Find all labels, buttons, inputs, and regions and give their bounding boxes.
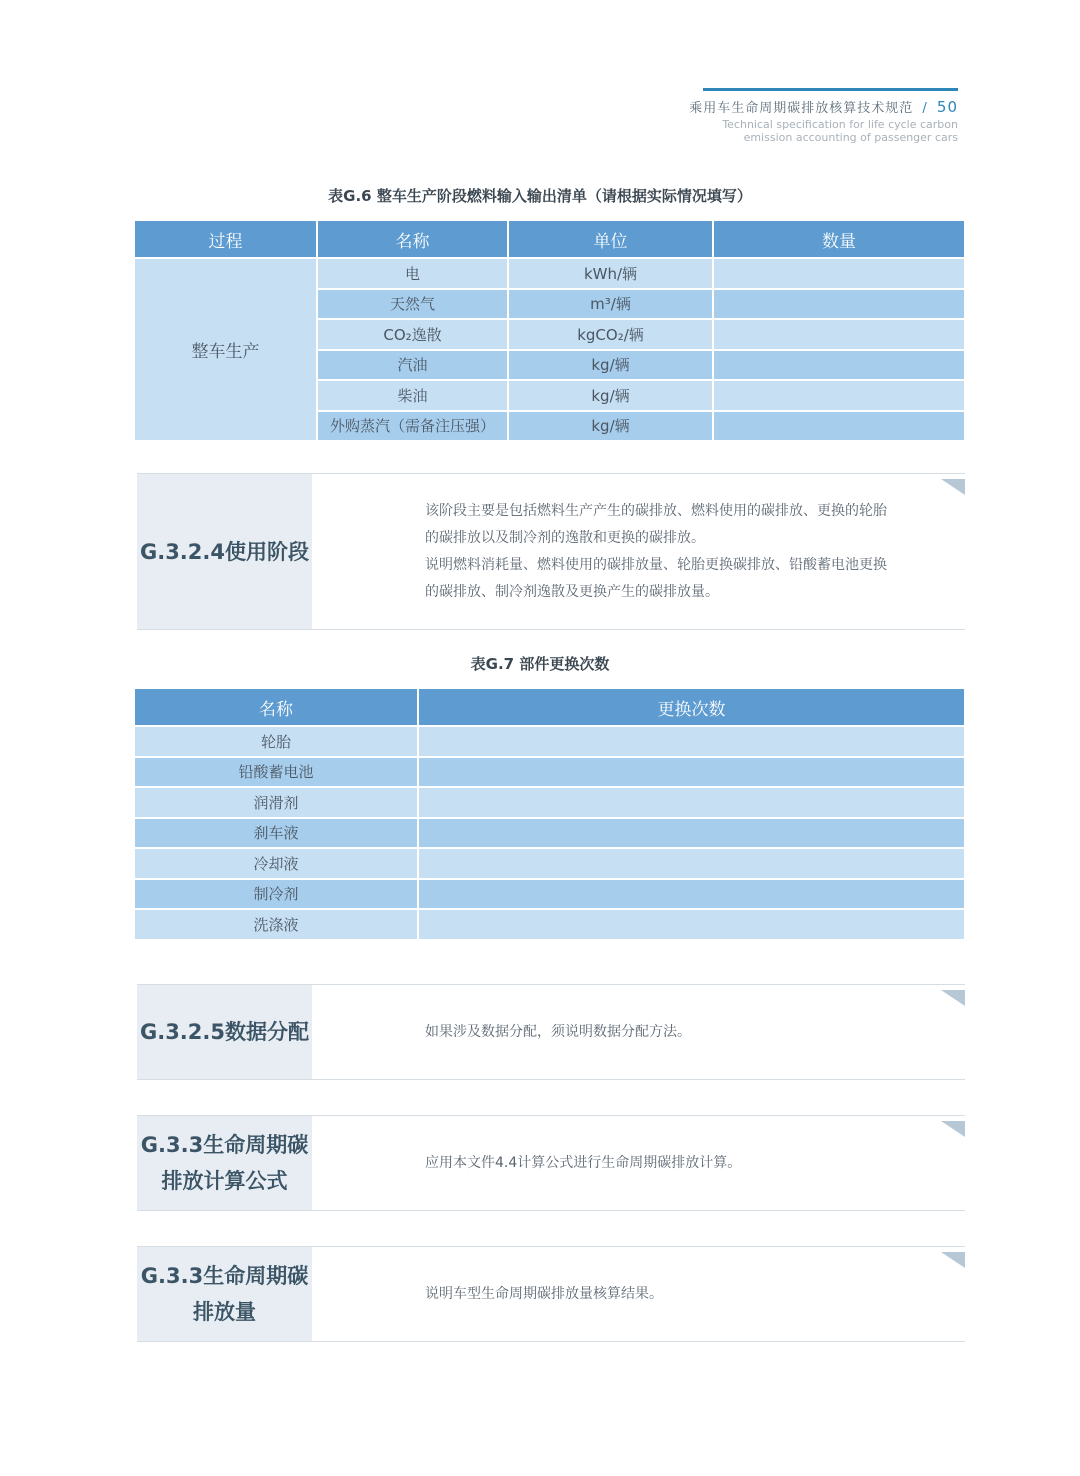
- column-header-name: 名称: [135, 689, 418, 726]
- count-cell[interactable]: [418, 787, 964, 818]
- unit-cell: m³/辆: [508, 289, 713, 320]
- header-title-cn: 乘用车生命周期碳排放核算技术规范: [689, 101, 914, 116]
- count-cell[interactable]: [418, 726, 964, 757]
- section-label: G.3.2.4使用阶段: [137, 474, 312, 629]
- name-cell: 冷却液: [135, 848, 418, 879]
- column-header-count: 更换次数: [418, 689, 964, 726]
- unit-cell: kg/辆: [508, 380, 713, 411]
- section-label-line: 排放量: [192, 1300, 256, 1324]
- unit-cell: kg/辆: [508, 411, 713, 442]
- header-accent-line: [703, 88, 958, 91]
- unit-cell: kg/辆: [508, 350, 713, 381]
- process-cell: 整车生产: [135, 258, 317, 441]
- section-label-line: 排放计算公式: [161, 1169, 288, 1193]
- part-replacement-table: [135, 689, 964, 941]
- section-calc-formula: [137, 1115, 965, 1211]
- section-label: [137, 1116, 312, 1210]
- table-header-row: [135, 221, 964, 258]
- section-emission-result: [137, 1246, 965, 1342]
- count-cell[interactable]: [418, 757, 964, 788]
- name-cell: 制冷剂: [135, 879, 418, 910]
- unit-cell: kgCO₂/辆: [508, 319, 713, 350]
- section-content: [425, 474, 889, 629]
- quantity-cell[interactable]: [713, 258, 964, 289]
- corner-triangle-icon: [941, 1121, 965, 1137]
- section-paragraph: 如果涉及数据分配，须说明数据分配方法。: [425, 1023, 691, 1040]
- corner-triangle-icon: [941, 1252, 965, 1268]
- section-paragraph: 应用本文件4.4计算公式进行生命周期碳排放计算。: [425, 1154, 742, 1171]
- column-header-process: 过程: [135, 221, 317, 258]
- name-cell: 刹车液: [135, 818, 418, 849]
- unit-cell: kWh/辆: [508, 258, 713, 289]
- column-header-name: 名称: [317, 221, 508, 258]
- table-row: [135, 848, 964, 879]
- header-separator: /: [922, 101, 928, 116]
- section-paragraph: 说明车型生命周期碳排放量核算结果。: [425, 1285, 663, 1302]
- header-title-en: [658, 118, 958, 144]
- table-row: [135, 909, 964, 940]
- section-content: [425, 1116, 889, 1210]
- name-cell: 汽油: [317, 350, 508, 381]
- table-row: [135, 258, 964, 289]
- table-row: [135, 787, 964, 818]
- header-title-en-line2: emission accounting of passenger cars: [743, 131, 958, 144]
- name-cell: 外购蒸汽（需备注压强）: [317, 411, 508, 442]
- name-cell: 天然气: [317, 289, 508, 320]
- count-cell[interactable]: [418, 879, 964, 910]
- section-label-line: G.3.3生命周期碳: [140, 1133, 309, 1157]
- column-header-unit: 单位: [508, 221, 713, 258]
- section-content: [425, 985, 889, 1079]
- quantity-cell[interactable]: [713, 319, 964, 350]
- name-cell: 洗涤液: [135, 909, 418, 940]
- section-use-stage: [137, 473, 965, 630]
- corner-triangle-icon: [941, 990, 965, 1006]
- section-label-line: G.3.3生命周期碳: [140, 1264, 309, 1288]
- section-label: G.3.2.5数据分配: [137, 985, 312, 1079]
- count-cell[interactable]: [418, 909, 964, 940]
- name-cell: 铅酸蓄电池: [135, 757, 418, 788]
- name-cell: 轮胎: [135, 726, 418, 757]
- name-cell: 柴油: [317, 380, 508, 411]
- quantity-cell[interactable]: [713, 411, 964, 442]
- count-cell[interactable]: [418, 818, 964, 849]
- name-cell: 润滑剂: [135, 787, 418, 818]
- fuel-io-table: [135, 221, 964, 442]
- name-cell: CO₂逸散: [317, 319, 508, 350]
- quantity-cell[interactable]: [713, 350, 964, 381]
- header-title-en-line1: Technical specification for life cycle carbon: [722, 118, 958, 131]
- quantity-cell[interactable]: [713, 289, 964, 320]
- section-paragraph: 说明燃料消耗量、燃料使用的碳排放量、轮胎更换碳排放、铅酸蓄电池更换的碳排放、制冷剂逸散及更换产生的碳排放量。: [425, 556, 887, 600]
- table-row: [135, 726, 964, 757]
- column-header-quantity: 数量: [713, 221, 964, 258]
- name-cell: 电: [317, 258, 508, 289]
- table-g6-title: 表G.6 整车生产阶段燃料输入输出清单（请根据实际情况填写）: [328, 187, 752, 205]
- table-row: [135, 757, 964, 788]
- quantity-cell[interactable]: [713, 380, 964, 411]
- section-paragraph: 该阶段主要是包括燃料生产产生的碳排放、燃料使用的碳排放、更换的轮胎的碳排放以及制冷剂的逸散和更换的碳排放。: [425, 502, 887, 546]
- table-row: [135, 818, 964, 849]
- running-header: [689, 97, 958, 116]
- table-header-row: [135, 689, 964, 726]
- section-label: [137, 1247, 312, 1341]
- section-content: [425, 1247, 889, 1341]
- table-g7-title: 表G.7 部件更换次数: [470, 655, 610, 673]
- section-data-allocation: [137, 984, 965, 1080]
- table-row: [135, 879, 964, 910]
- page-number: 50: [936, 98, 958, 116]
- corner-triangle-icon: [941, 479, 965, 495]
- count-cell[interactable]: [418, 848, 964, 879]
